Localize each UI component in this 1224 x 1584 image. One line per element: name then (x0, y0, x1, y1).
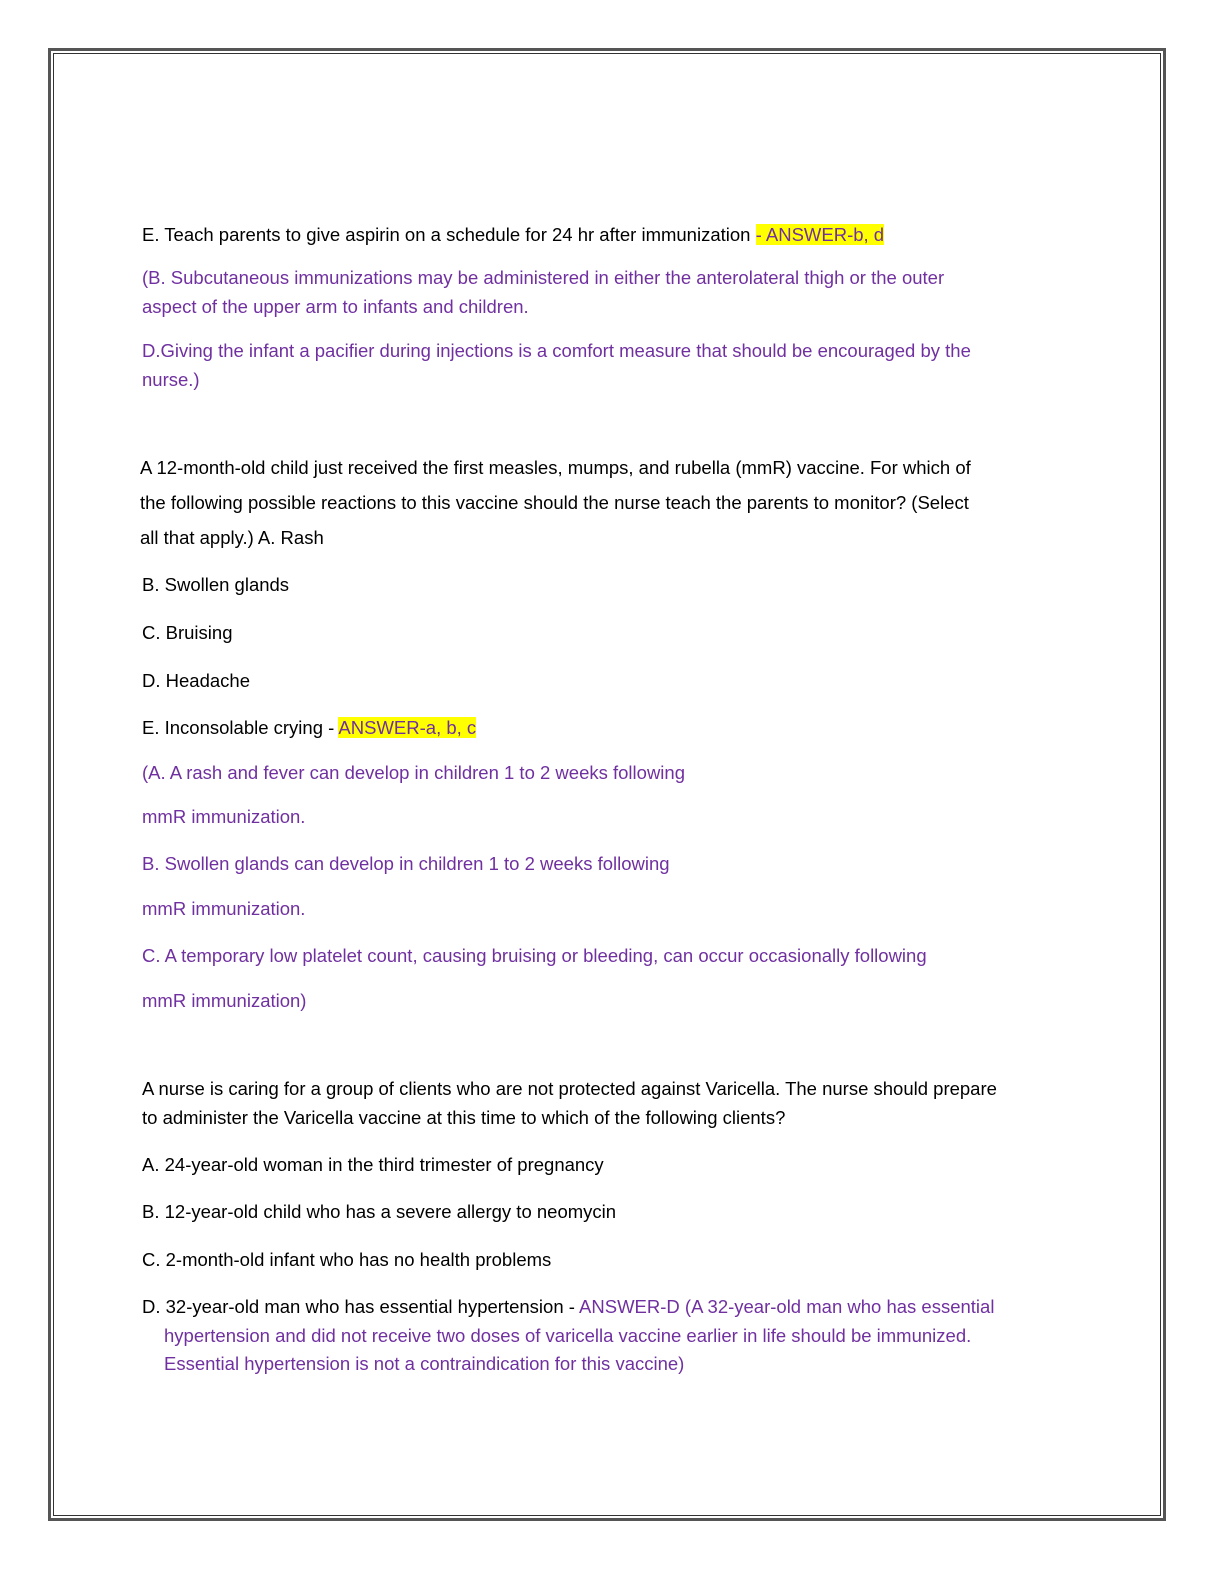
q3-option-a: A. 24-year-old woman in the third trimester of pregnancy (142, 1154, 604, 1175)
q3-stem-line1: A nurse is caring for a group of clients who are not protected against Varicella. The nurse should prepare (142, 1078, 997, 1099)
q2-rationale-a-line2: mmR immunization. (142, 806, 306, 827)
q3-option-d-text: D. 32-year-old man who has essential hypertension - (142, 1296, 575, 1317)
q3-answer-line2: hypertension and did not receive two doses of varicella vaccine earlier in life should be immunized. (164, 1325, 972, 1346)
q2-rationale-a-line1: (A. A rash and fever can develop in children 1 to 2 weeks following (142, 762, 685, 783)
q2-rationale-b-line1: B. Swollen glands can develop in children 1 to 2 weeks following (142, 853, 670, 874)
q2-option-e-text: E. Inconsolable crying - (142, 717, 335, 738)
q2-rationale-c-line2: mmR immunization) (142, 990, 307, 1011)
q1-rationale-d-line1: D.Giving the infant a pacifier during injections is a comfort measure that should be encouraged by the (142, 340, 971, 361)
q2-option-b: B. Swollen glands (142, 574, 290, 595)
q3-option-d (142, 1293, 994, 1321)
q2-option-e (142, 714, 476, 742)
q1-answer: - ANSWER-b, d (755, 224, 885, 245)
q2-option-d: D. Headache (142, 670, 250, 691)
q1-rationale-b-line2: aspect of the upper arm to infants and children. (142, 296, 529, 317)
q2-stem-line1: A 12-month-old child just received the first measles, mumps, and rubella (mmR) vaccine. For which of (140, 457, 971, 478)
q2-rationale-c-line1: C. A temporary low platelet count, causing bruising or bleeding, can occur occasionally following (142, 945, 927, 966)
q3-option-c: C. 2-month-old infant who has no health problems (142, 1249, 552, 1270)
q1-rationale-b-line1: (B. Subcutaneous immunizations may be administered in either the anterolateral thigh or the outer (142, 267, 945, 288)
q2-rationale-b-line2: mmR immunization. (142, 898, 306, 919)
q2-option-c: C. Bruising (142, 622, 233, 643)
q3-answer-line3: Essential hypertension is not a contraindication for this vaccine) (164, 1353, 685, 1374)
q2-stem-line2: the following possible reactions to this vaccine should the nurse teach the parents to monitor? (Select (140, 492, 969, 513)
q3-option-b: B. 12-year-old child who has a severe allergy to neomycin (142, 1201, 617, 1222)
q2-stem-line3: all that apply.) A. Rash (140, 527, 324, 548)
q1-option-e (142, 221, 884, 249)
q3-stem-line2: to administer the Varicella vaccine at this time to which of the following clients? (142, 1107, 786, 1128)
q3-answer-line1: ANSWER-D (A 32-year-old man who has essential (579, 1296, 995, 1317)
q1-rationale-d-line2: nurse.) (142, 369, 200, 390)
q2-answer: ANSWER-a, b, c (338, 717, 477, 738)
q1-option-e-text: E. Teach parents to give aspirin on a schedule for 24 hr after immunization (142, 224, 751, 245)
